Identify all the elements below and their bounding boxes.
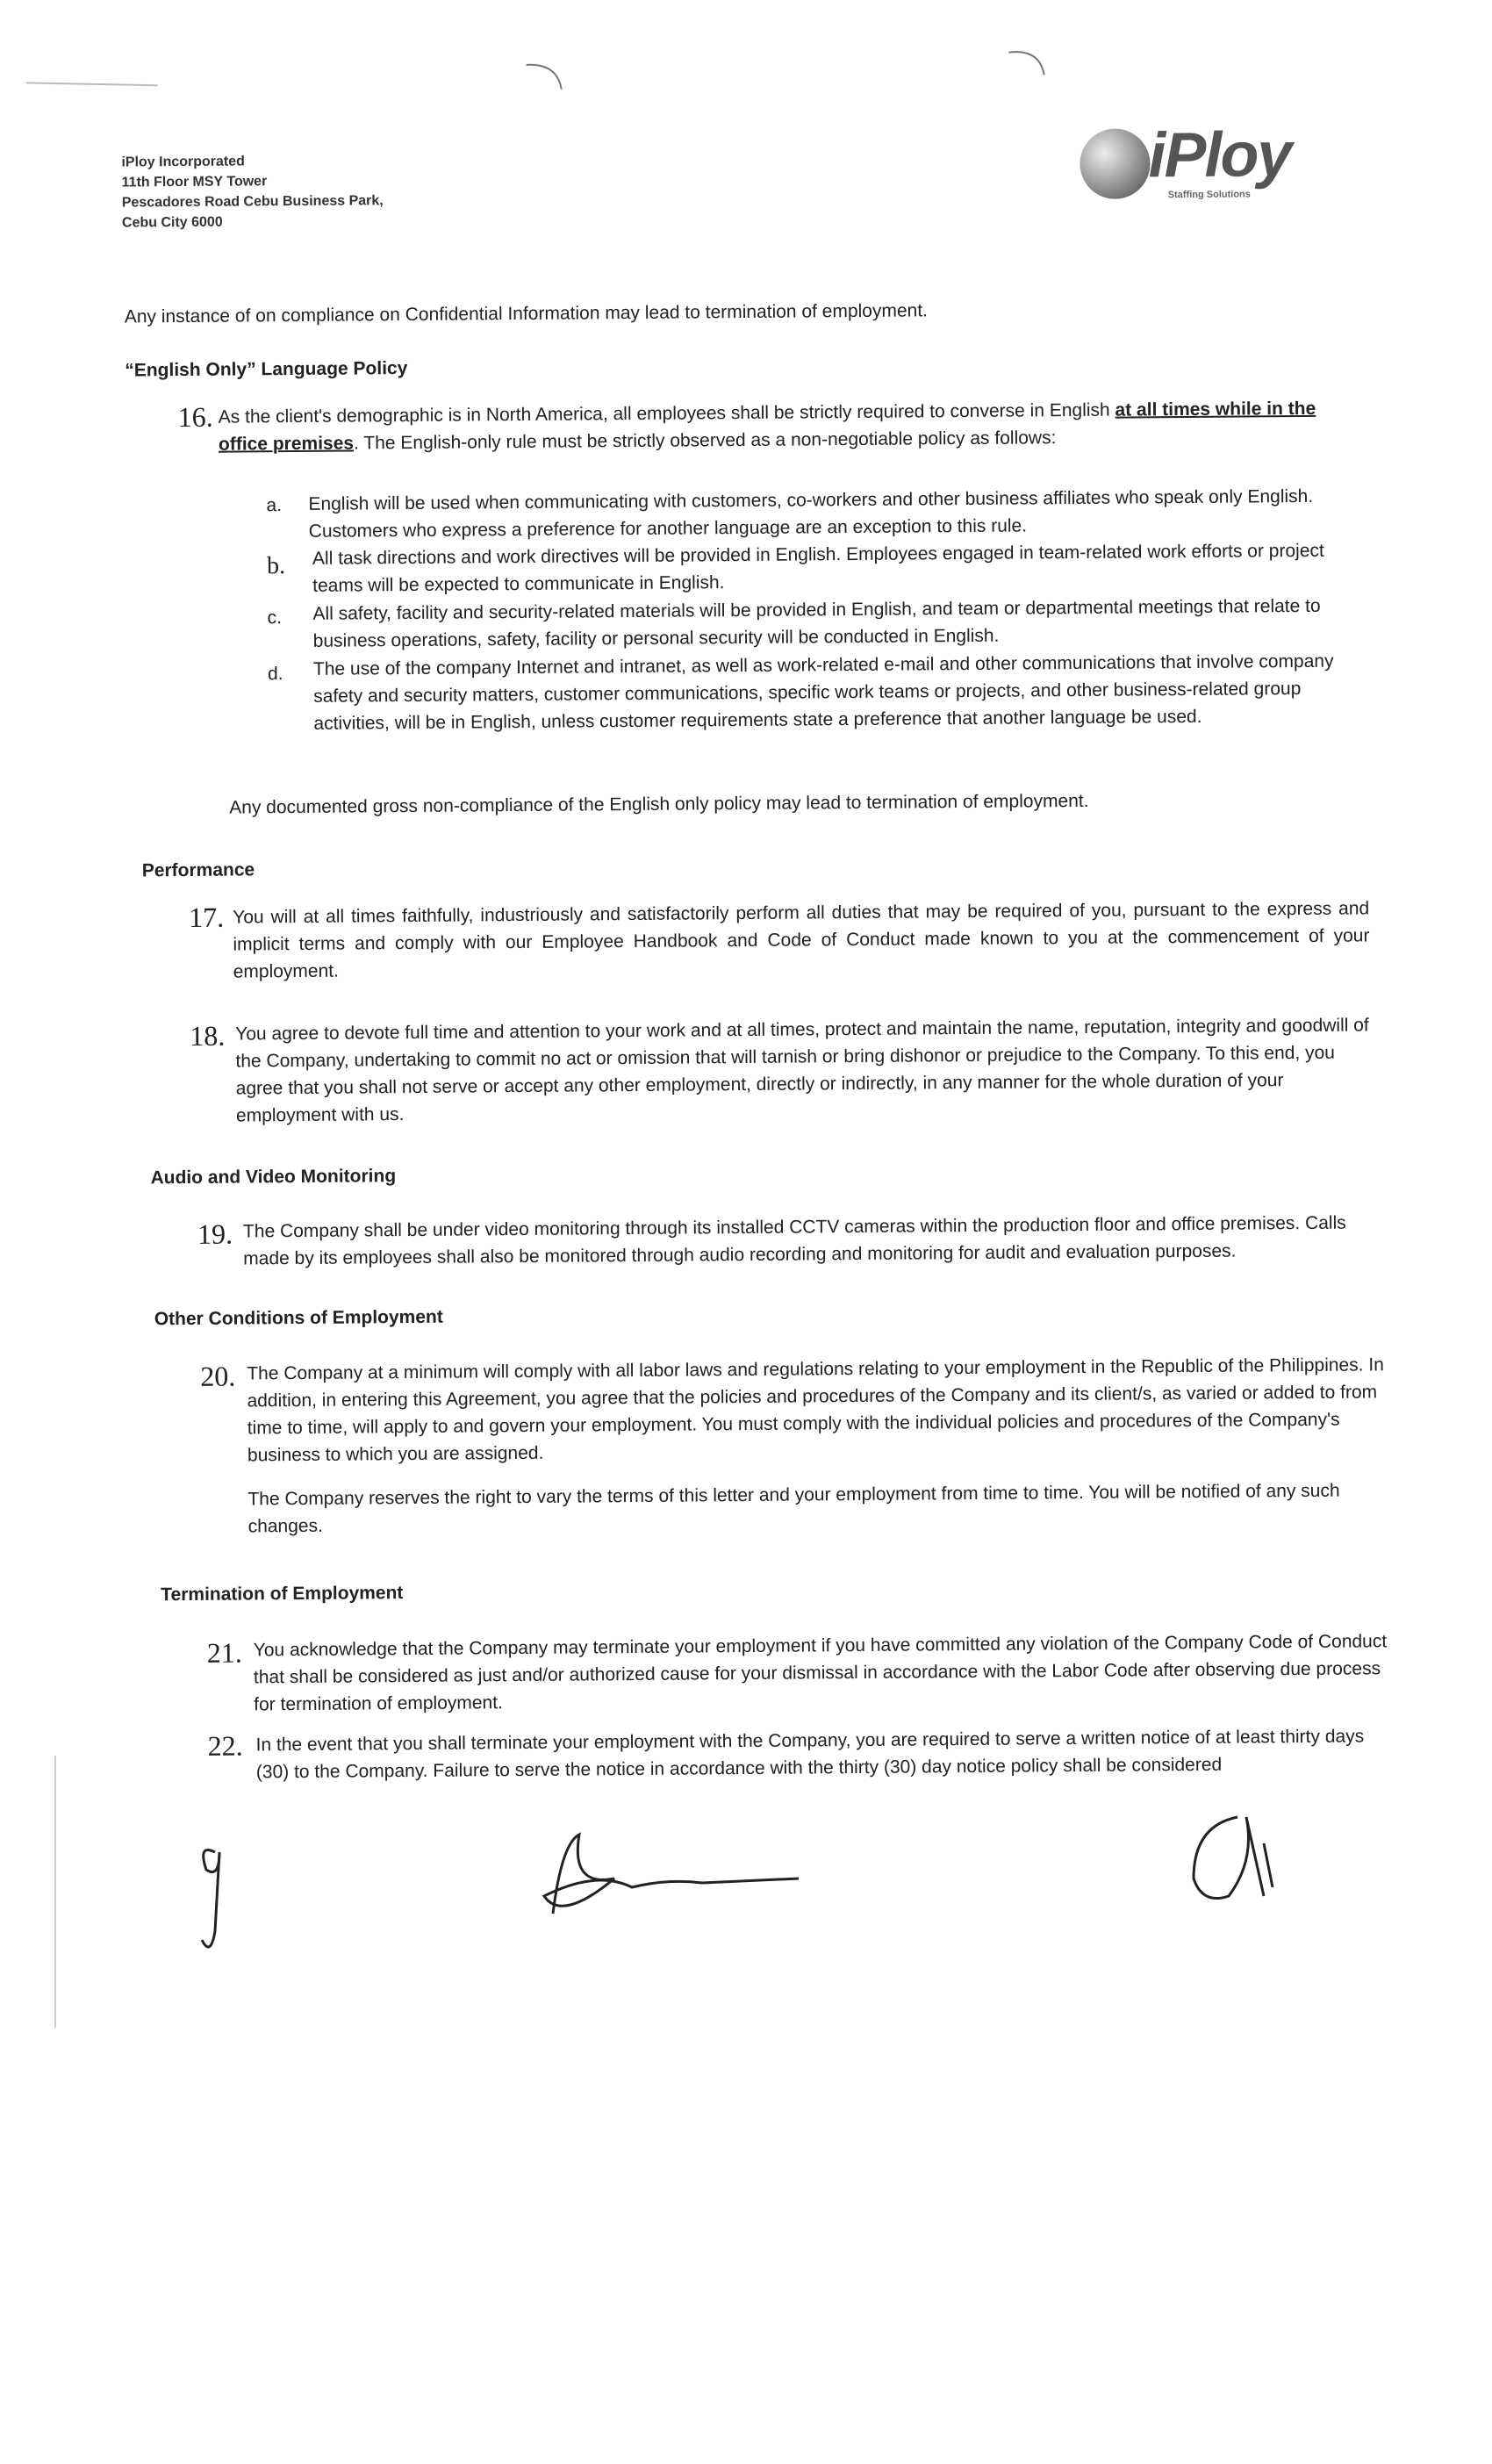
clause-16-text bbox=[219, 394, 1359, 457]
clause-number: 18. bbox=[190, 1019, 226, 1052]
section-heading: Termination of Employment bbox=[161, 1583, 404, 1606]
clause-text: . The English-only rule must be strictly observed as a non-negotiable policy as follows: bbox=[353, 427, 1057, 454]
list-item: All safety, facility and security-related materials will be provided in English, and team or departmental meetings that relate to business operations, safety, facility or personal security will be conducted in English. bbox=[312, 595, 1321, 651]
underlined-emphasis: at all times while in the office premises bbox=[218, 398, 1316, 455]
clause-number: 19. bbox=[197, 1218, 233, 1250]
clause-text: The Company at a minimum will comply with all labor laws and regulations relating to your employment in the Republic of the Philippines. In addition, in entering this Agreement, you agree that the policies and procedures of the Company and its client/s, as varied or added to from time to time, will apply to and govern your employment. You must comply with the individual policies and procedures of the Company's business to which you are assigned. bbox=[247, 1354, 1384, 1466]
section-heading: “English Only” Language Policy bbox=[125, 357, 408, 381]
initials-signature-2 bbox=[544, 1835, 799, 1914]
item-label: a. bbox=[266, 495, 283, 516]
list-item: All task directions and work directives will be provided in English. Employees engaged in team-related work efforts or project teams will be expected to communicate in English. bbox=[312, 540, 1324, 596]
policy-closing: Any documented gross non-compliance of the English only policy may lead to termination of employment. bbox=[229, 790, 1089, 818]
initials-signature-1 bbox=[202, 1850, 219, 1948]
globe-icon bbox=[1080, 128, 1151, 199]
clause-text: As the client's demographic is in North America, all employees shall be strictly required to converse in English bbox=[218, 399, 1115, 427]
section-heading: Performance bbox=[141, 859, 255, 881]
logo-tagline: Staffing Solutions bbox=[1167, 189, 1251, 201]
scan-marks bbox=[0, 0, 1483, 129]
clause-number: 16. bbox=[177, 400, 213, 434]
clause-number: 17. bbox=[189, 901, 225, 933]
reservation-note: The Company reserves the right to vary the terms of this letter and your employment from time to time. You will be notified of any such changes. bbox=[247, 1480, 1340, 1537]
address-line: Pescadores Road Cebu Business Park, bbox=[121, 193, 384, 211]
company-logo bbox=[1080, 119, 1309, 208]
address-line: Cebu City 6000 bbox=[121, 214, 223, 231]
item-label: b. bbox=[266, 552, 286, 580]
item-label: c. bbox=[267, 607, 282, 629]
list-item: English will be used when communicating with customers, co-workers and other business affiliates who speak only English. Customers who express a preference for another language are an exception to this rule. bbox=[308, 485, 1314, 542]
address-line: iPloy Incorporated bbox=[121, 154, 245, 170]
clause-text: You will at all times faithfully, industriously and satisfactorily perform all duties that may be required of you, pursuant to the express and implicit terms and comply with our Employee Handbook and Code of Conduct made known to you at the commencement of your employment. bbox=[233, 898, 1370, 982]
clause-number: 21. bbox=[206, 1636, 242, 1669]
section-heading: Other Conditions of Employment bbox=[154, 1306, 443, 1330]
item-label: d. bbox=[267, 664, 283, 685]
clause-text: In the event that you shall terminate your employment with the Company, you are required to serve a written notice of at least thirty days (30) to the Company. Failure to serve the notice in accordance with the thirty (30) day notice policy shall be considered bbox=[255, 1726, 1365, 1783]
clause-text: You acknowledge that the Company may terminate your employment if you have committed any violation of the Company Code of Conduct that shall be considered as just and/or authorized cause for your dismissal in accordance with the Labor Code after observing due process for termination of employment. bbox=[253, 1631, 1388, 1715]
signatures bbox=[0, 1747, 1492, 2037]
initials-signature-3 bbox=[1194, 1817, 1273, 1899]
logo-wordmark: iPloy bbox=[1148, 119, 1291, 191]
company-address bbox=[121, 150, 384, 233]
clause-number: 20. bbox=[200, 1360, 236, 1392]
clause-text: The Company shall be under video monitoring through its installed CCTV cameras within the production floor and office premises. Calls made by its employees shall also be monitored through audio recording and monitoring for audit and evaluation purposes. bbox=[242, 1212, 1346, 1269]
intro-text: Any instance of on compliance on Confidential Information may lead to termination of employment. bbox=[124, 300, 929, 327]
clause-number: 22. bbox=[207, 1729, 243, 1762]
section-heading: Audio and Video Monitoring bbox=[150, 1166, 397, 1189]
list-item: The use of the company Internet and intranet, as well as work-related e-mail and other communications that involve company safety and security matters, customer communications, specific work teams or projects, and other business-related group activities, will be in English, unless customer requirements state a preference that another language be used. bbox=[312, 650, 1334, 734]
clause-text: You agree to devote full time and attention to your work and at all times, protect and maintain the name, reputation, integrity and goodwill of the Company, undertaking to commit no act or omission that will tarnish or bring dishonor or prejudice to the Company. To this end, you agree that you shall not serve or accept any other employment, directly or indirectly, in any manner for the whole duration of your employment with us. bbox=[235, 1015, 1369, 1126]
address-line: 11th Floor MSY Tower bbox=[121, 174, 268, 190]
